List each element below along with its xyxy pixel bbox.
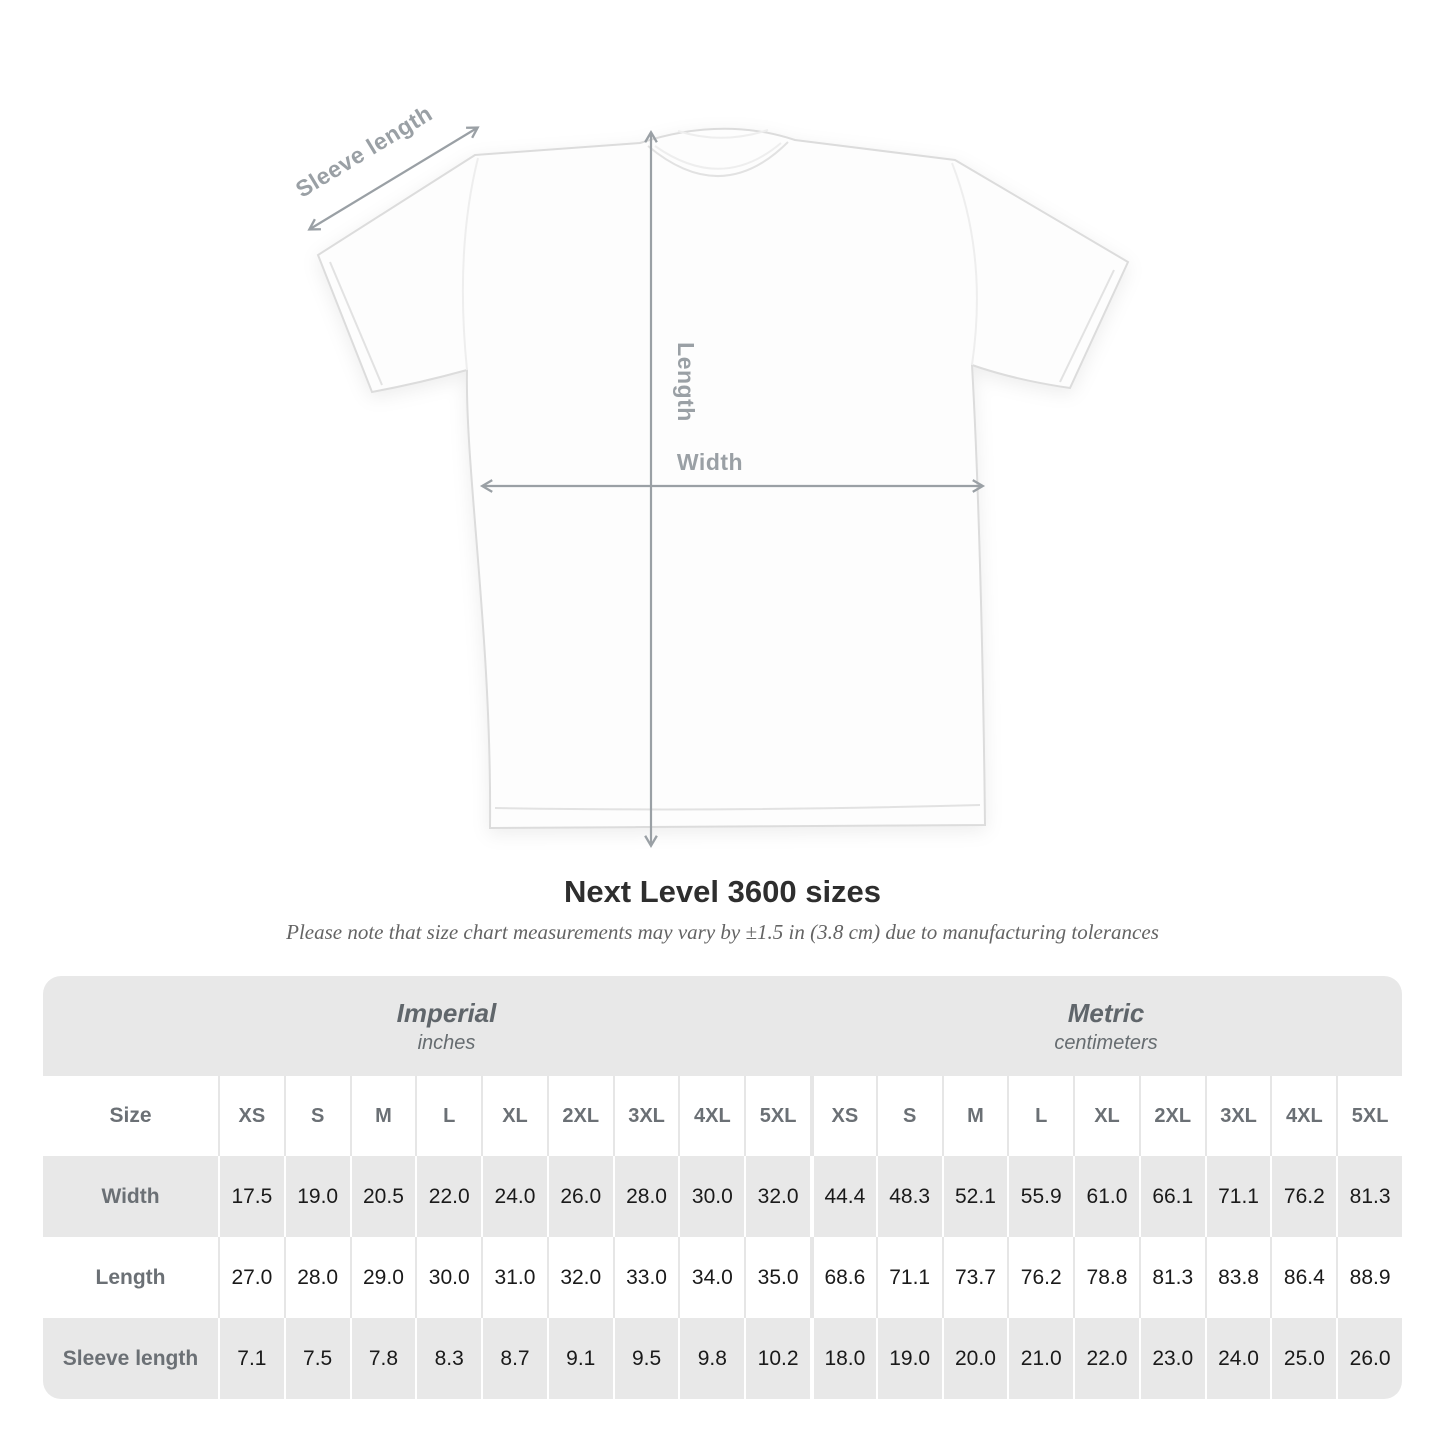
size-value: 27.0: [218, 1237, 284, 1318]
size-value: 25.0: [1270, 1318, 1336, 1399]
size-col-header: 2XL: [1139, 1076, 1205, 1156]
size-value: 20.5: [350, 1156, 416, 1237]
size-value: 55.9: [1007, 1156, 1073, 1237]
size-header-row: [43, 1076, 1402, 1156]
size-value: 18.0: [810, 1318, 876, 1399]
size-col-header: 5XL: [744, 1076, 810, 1156]
tshirt: [318, 129, 1128, 828]
metric-unit: centimeters: [1054, 1031, 1158, 1054]
size-table: [43, 976, 1402, 1399]
size-value: 71.1: [876, 1237, 942, 1318]
size-col-header: M: [350, 1076, 416, 1156]
size-value: 32.0: [547, 1237, 613, 1318]
size-value: 24.0: [481, 1156, 547, 1237]
size-value: 22.0: [1073, 1318, 1139, 1399]
sleeve-length-row: [43, 1318, 1402, 1399]
size-col-header: S: [876, 1076, 942, 1156]
size-value: 81.3: [1139, 1237, 1205, 1318]
size-value: 32.0: [744, 1156, 810, 1237]
row-label: Length: [95, 1265, 166, 1289]
size-col-header: XL: [1073, 1076, 1139, 1156]
tshirt-body: [318, 129, 1128, 828]
size-value: 26.0: [547, 1156, 613, 1237]
size-value: 52.1: [942, 1156, 1008, 1237]
length-row: [43, 1237, 1402, 1318]
width-label: Width: [676, 449, 744, 475]
size-value: 17.5: [218, 1156, 284, 1237]
title-block: [0, 872, 1445, 946]
size-value: 21.0: [1007, 1318, 1073, 1399]
size-col-header: 4XL: [1270, 1076, 1336, 1156]
size-value: 7.1: [218, 1318, 284, 1399]
size-value: 83.8: [1205, 1237, 1271, 1318]
size-value: 7.5: [284, 1318, 350, 1399]
size-value: 8.7: [481, 1318, 547, 1399]
length-label: Length: [673, 342, 699, 422]
size-col-header: 4XL: [678, 1076, 744, 1156]
size-col-header: XL: [481, 1076, 547, 1156]
size-col-header: S: [284, 1076, 350, 1156]
size-value: 7.8: [350, 1318, 416, 1399]
tolerance-note: Please note that size chart measurements may vary by ±1.5 in (3.8 cm) due to manufacturing tolerances: [286, 920, 1159, 944]
size-value: 29.0: [350, 1237, 416, 1318]
size-value: 48.3: [876, 1156, 942, 1237]
row-label: Width: [101, 1184, 160, 1208]
size-value: 28.0: [613, 1156, 679, 1237]
size-value: 22.0: [415, 1156, 481, 1237]
size-value: 78.8: [1073, 1237, 1139, 1318]
size-value: 71.1: [1205, 1156, 1271, 1237]
size-value: 76.2: [1007, 1237, 1073, 1318]
size-header-label: Size: [109, 1104, 152, 1127]
size-col-header: L: [415, 1076, 481, 1156]
size-value: 8.3: [415, 1318, 481, 1399]
metric-title: Metric: [1067, 997, 1145, 1028]
imperial-title: Imperial: [396, 997, 497, 1028]
size-col-header: XS: [810, 1076, 876, 1156]
size-value: 86.4: [1270, 1237, 1336, 1318]
size-value: 44.4: [810, 1156, 876, 1237]
row-label: Sleeve length: [62, 1346, 199, 1370]
size-value: 68.6: [810, 1237, 876, 1318]
size-value: 20.0: [942, 1318, 1008, 1399]
size-col-header: 3XL: [1205, 1076, 1271, 1156]
size-value: 9.1: [547, 1318, 613, 1399]
imperial-group-header: [43, 998, 810, 1055]
size-value: 66.1: [1139, 1156, 1205, 1237]
size-value: 9.8: [678, 1318, 744, 1399]
size-value: 31.0: [481, 1237, 547, 1318]
size-col-header: M: [942, 1076, 1008, 1156]
size-value: 9.5: [613, 1318, 679, 1399]
size-col-header: 3XL: [613, 1076, 679, 1156]
size-value: 28.0: [284, 1237, 350, 1318]
size-value: 30.0: [678, 1156, 744, 1237]
size-col-header: XS: [218, 1076, 284, 1156]
metric-group-header: [810, 998, 1402, 1055]
size-value: 24.0: [1205, 1318, 1271, 1399]
size-value: 76.2: [1270, 1156, 1336, 1237]
size-value: 81.3: [1336, 1156, 1402, 1237]
size-value: 30.0: [415, 1237, 481, 1318]
size-value: 19.0: [284, 1156, 350, 1237]
size-value: 73.7: [942, 1237, 1008, 1318]
sleeve-length-label: Sleeve length: [290, 99, 437, 203]
size-value: 61.0: [1073, 1156, 1139, 1237]
size-value: 10.2: [744, 1318, 810, 1399]
size-value: 23.0: [1139, 1318, 1205, 1399]
imperial-unit: inches: [417, 1031, 476, 1054]
size-col-header: 2XL: [547, 1076, 613, 1156]
page-title: Next Level 3600 sizes: [563, 874, 882, 909]
size-value: 26.0: [1336, 1318, 1402, 1399]
width-row: [43, 1156, 1402, 1237]
size-value: 34.0: [678, 1237, 744, 1318]
size-value: 19.0: [876, 1318, 942, 1399]
unit-band: [43, 976, 1402, 1076]
size-value: 88.9: [1336, 1237, 1402, 1318]
size-col-header: 5XL: [1336, 1076, 1402, 1156]
size-value: 35.0: [744, 1237, 810, 1318]
size-value: 33.0: [613, 1237, 679, 1318]
size-col-header: L: [1007, 1076, 1073, 1156]
